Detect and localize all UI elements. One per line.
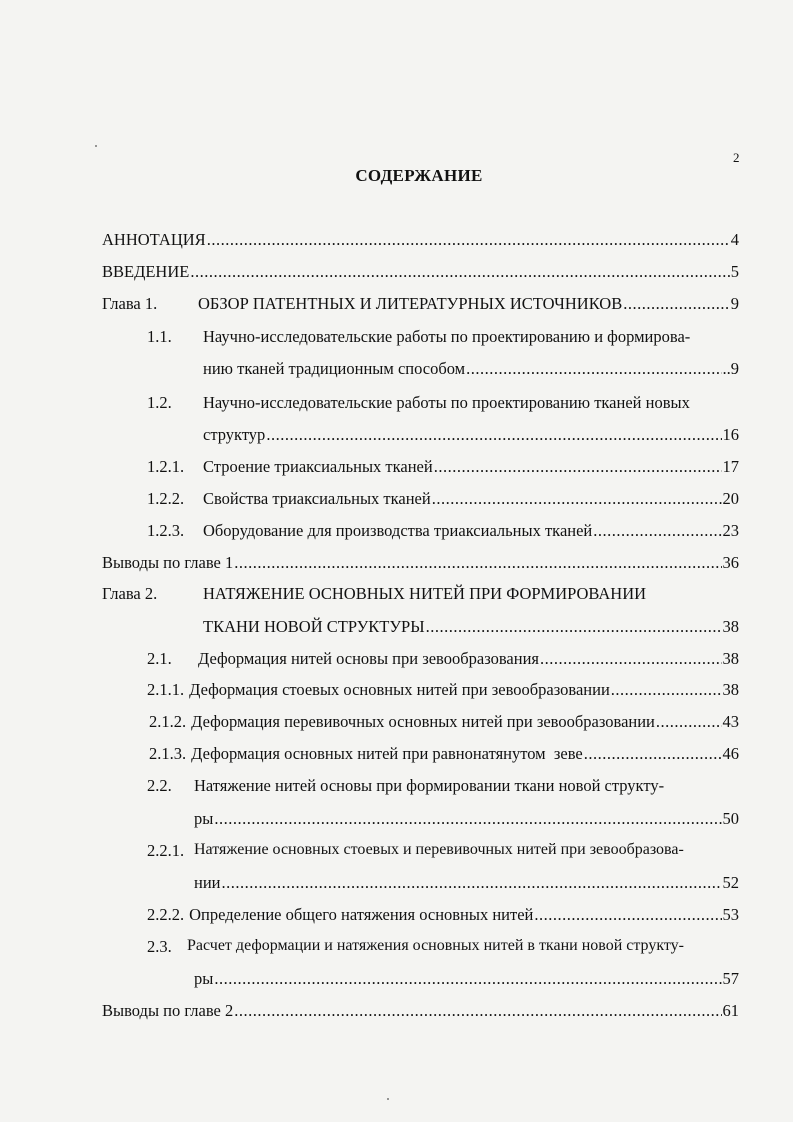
leader-dots: [623, 294, 730, 314]
leader-dots: [222, 873, 722, 893]
toc-page: 5: [730, 262, 739, 281]
toc-section-number: 2.2.1.: [147, 841, 185, 860]
toc-label-line1: Натяжение нитей основы при формировании ткани новой структу-: [194, 776, 665, 795]
toc-section-number: 1.2.: [147, 393, 172, 412]
toc-label-line2: структур: [203, 425, 266, 444]
toc-label-line1: Научно-исследовательские работы по проектированию тканей новых: [203, 393, 690, 412]
toc-page: ..9: [722, 359, 739, 378]
toc-label-line1: Научно-исследовательские работы по проектированию и формирова-: [203, 327, 691, 346]
toc-section-number: 2.2.2.: [147, 905, 185, 924]
toc-entry-1-2-1: [203, 457, 739, 477]
leader-dots: [190, 262, 729, 282]
toc-page: 17: [722, 457, 739, 476]
toc-label: ОБЗОР ПАТЕНТНЫХ И ЛИТЕРАТУРНЫХ ИСТОЧНИКОВ: [198, 294, 623, 313]
toc-chapter-1-number: Глава 1.: [102, 294, 158, 313]
toc-label: Деформация перевивочных основных нитей при зевообразовании: [191, 712, 655, 731]
toc-label-line2: ры: [194, 809, 214, 828]
toc-page: 46: [722, 744, 739, 763]
toc-page: 23: [722, 521, 739, 540]
toc-label: АННОТАЦИЯ: [102, 230, 206, 249]
toc-entry-introduction: [102, 262, 739, 282]
toc-section-number: 2.1.1.: [147, 680, 185, 699]
toc-page: 53: [722, 905, 739, 924]
toc-label-line1: Расчет деформации и натяжения основных нитей в ткани новой структу-: [187, 937, 685, 954]
toc-section-number: 2.3.: [147, 937, 172, 956]
toc-page: 36: [722, 553, 739, 572]
leader-dots: [593, 521, 721, 541]
toc-label: Определение общего натяжения основных нитей: [189, 905, 534, 924]
toc-page: 50: [722, 809, 739, 828]
toc-entry-2-1-1: [147, 680, 739, 700]
leader-dots: [426, 617, 722, 637]
leader-dots: [214, 809, 721, 829]
toc-label: Оборудование для производства триаксиальных тканей: [203, 521, 593, 540]
toc-label: Выводы по главе 2: [102, 1001, 234, 1020]
toc-section-number: 2.2.: [147, 776, 172, 795]
toc-label-line1: Натяжение основных стоевых и перевивочных нитей при зевообразова-: [194, 841, 684, 858]
toc-entry-1-1: [203, 359, 739, 379]
scan-speck: [95, 145, 97, 147]
toc-entry-2-3: [194, 969, 739, 989]
toc-entry-annotation: [102, 230, 739, 250]
toc-entry-1-2-2: [203, 489, 739, 509]
toc-entry-chapter-2: [203, 617, 739, 637]
page-number: 2: [733, 150, 740, 165]
toc-section-number: 1.2.2.: [147, 489, 185, 508]
toc-page: 52: [722, 873, 739, 892]
toc-label: Свойства триаксиальных тканей: [203, 489, 431, 508]
leader-dots: [266, 425, 721, 445]
toc-page: 61: [722, 1001, 739, 1020]
toc-entry-2-1-3: [149, 744, 739, 764]
leader-dots: [611, 680, 722, 700]
page-title: СОДЕРЖАНИЕ: [355, 166, 483, 185]
leader-dots: [234, 1001, 721, 1021]
toc-entry-2-2: [194, 809, 739, 829]
leader-dots: [534, 905, 721, 925]
toc-page: 43: [722, 712, 739, 731]
toc-page: 38: [722, 617, 739, 636]
toc-section-number: 2.1.2.: [149, 712, 187, 731]
toc-entry-conclusions-1: [102, 553, 739, 573]
toc-section-number: 1.2.3.: [147, 521, 185, 540]
toc-entry-1-2: [203, 425, 739, 445]
leader-dots: [540, 649, 721, 669]
toc-label: Деформация стоевых основных нитей при зевообразовании: [189, 680, 610, 699]
leader-dots: [234, 553, 721, 573]
toc-label-line2: ры: [194, 969, 214, 988]
leader-dots: [466, 359, 721, 379]
toc-entry-2-1-2: [149, 712, 739, 732]
toc-section-number: 2.1.3.: [149, 744, 187, 763]
toc-label: Выводы по главе 1: [102, 553, 234, 572]
toc-section-number: 1.2.1.: [147, 457, 185, 476]
toc-page: 20: [722, 489, 739, 508]
leader-dots: [656, 712, 722, 732]
toc-label-line1: НАТЯЖЕНИЕ ОСНОВНЫХ НИТЕЙ ПРИ ФОРМИРОВАНИИ: [203, 584, 647, 603]
toc-entry-conclusions-2: [102, 1001, 739, 1021]
toc-entry-2-2-2: [147, 905, 739, 925]
toc-section-number: 2.1.: [147, 649, 172, 668]
toc-label: Строение триаксиальных тканей: [203, 457, 433, 476]
toc-page: 38: [722, 649, 739, 668]
toc-entry-1-2-3: [203, 521, 739, 541]
leader-dots: [214, 969, 721, 989]
leader-dots: [434, 457, 722, 477]
toc-page: 38: [722, 680, 739, 699]
toc-label-line2: нию тканей традиционным способом: [203, 359, 466, 378]
toc-page: 16: [722, 425, 739, 444]
toc-entry-2-1: [198, 649, 739, 669]
toc-label: ВВЕДЕНИЕ: [102, 262, 190, 281]
toc-page: 9: [730, 294, 739, 313]
toc-label-line2: ТКАНИ НОВОЙ СТРУКТУРЫ: [203, 617, 425, 636]
scan-speck: [387, 1098, 389, 1100]
toc-section-number: 1.1.: [147, 327, 172, 346]
toc-label-line2: нии: [194, 873, 221, 892]
leader-dots: [432, 489, 722, 509]
toc-chapter-2-number: Глава 2.: [102, 584, 158, 603]
leader-dots: [207, 230, 730, 250]
toc-entry-chapter-1: [198, 294, 739, 314]
leader-dots: [584, 744, 722, 764]
toc-entry-2-2-1: [194, 873, 739, 893]
toc-page: 57: [722, 969, 739, 988]
toc-label: Деформация нитей основы при зевообразования: [198, 649, 540, 668]
toc-label: Деформация основных нитей при равнонатянутом зеве: [191, 744, 583, 763]
toc-page: 4: [730, 230, 739, 249]
